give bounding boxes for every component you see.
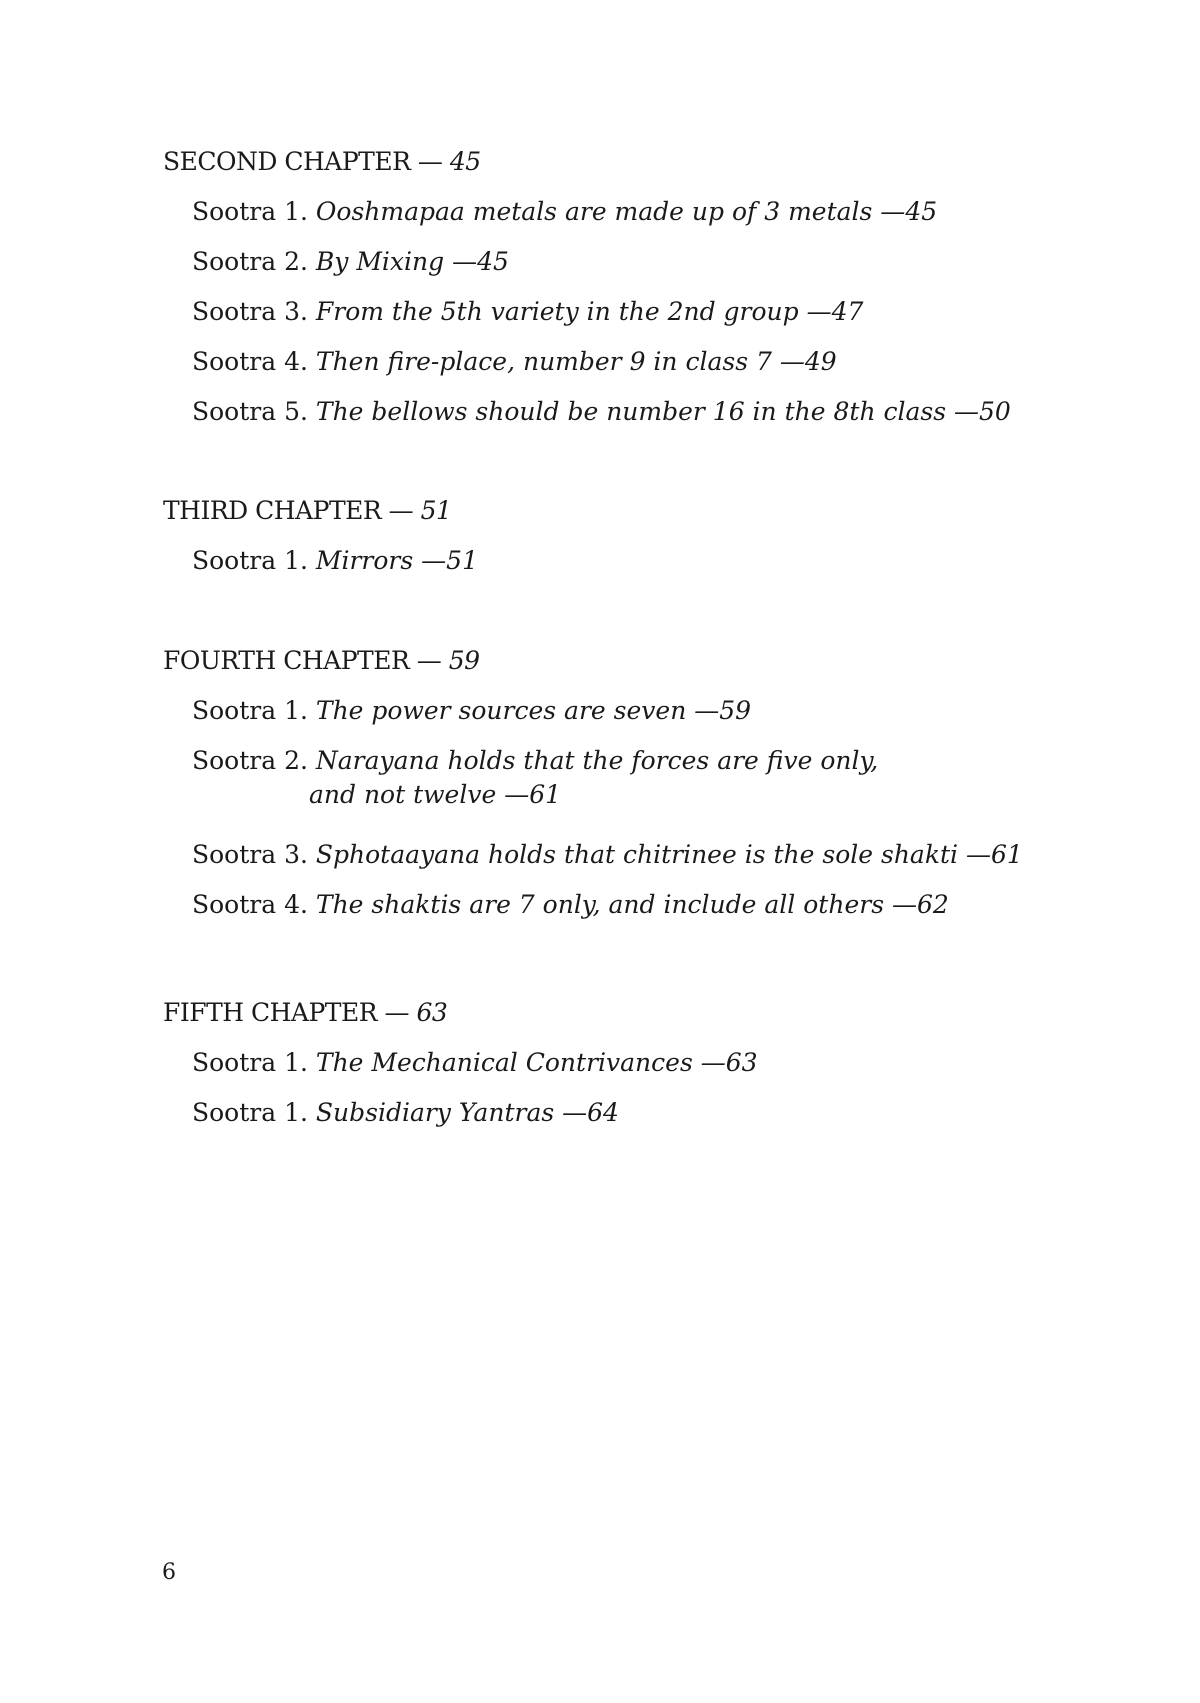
chapter-title: SECOND CHAPTER (163, 147, 411, 176)
footer-page-number: 6 (162, 1560, 176, 1585)
sootra-entry (192, 295, 1043, 329)
sootra-title (316, 247, 509, 276)
sootra-title-text: The Mechanical Contrivances (315, 1048, 693, 1077)
sootra-entry (192, 694, 1043, 728)
sootra-title-text: Sphotaayana holds that chitrinee is the sole shakti (315, 840, 959, 869)
sootra-title (316, 1048, 758, 1077)
chapter-title: THIRD CHAPTER (163, 496, 382, 525)
chapter-heading (163, 145, 1043, 179)
sootra-label: Sootra 1. (192, 1048, 308, 1077)
sootra-separator: — (884, 890, 917, 919)
sootra-label: Sootra 1. (192, 696, 308, 725)
sootra-list (163, 1046, 1043, 1130)
sootra-separator: — (798, 297, 832, 326)
chapter-separator: — (381, 496, 421, 525)
sootra-title-text: The shaktis are 7 only, and include all others (315, 890, 885, 919)
sootra-separator: — (692, 1048, 726, 1077)
sootra-title-text: The power sources are seven (315, 696, 687, 725)
sootra-list (163, 694, 1043, 922)
sootra-separator: — (958, 840, 991, 869)
sootra-entry (192, 345, 1043, 379)
chapter-title: FOURTH CHAPTER (163, 646, 410, 675)
sootra-label: Sootra 1. (192, 546, 308, 575)
sootra-label: Sootra 2. (192, 746, 308, 775)
chapter-heading (163, 494, 1043, 528)
sootra-title (316, 397, 1011, 426)
sootra-list (163, 544, 1043, 578)
sootra-separator: — (946, 397, 980, 426)
chapter-separator: — (410, 147, 450, 176)
sootra-title (316, 696, 751, 725)
sootra-page-number: 63 (725, 1048, 758, 1077)
sootra-page-number: 51 (446, 546, 478, 575)
sootra-label: Sootra 4. (192, 347, 308, 376)
sootra-title (192, 746, 1043, 812)
sootra-separator: — (686, 696, 720, 725)
sootra-page-number: 61 (529, 780, 562, 809)
sootra-title-text: Mirrors (315, 546, 414, 575)
sootra-separator: — (872, 197, 906, 226)
sootra-page-number: 47 (831, 297, 864, 326)
sootra-separator: — (444, 247, 478, 276)
sootra-entry (192, 838, 1043, 872)
sootra-title (316, 347, 837, 376)
sootra-title (316, 840, 1023, 869)
chapter-fourth (163, 644, 1043, 938)
sootra-title-continuation (192, 778, 1043, 812)
sootra-title (316, 546, 478, 575)
sootra-page-number: 59 (719, 696, 752, 725)
sootra-title-text: The bellows should be number 16 in the 8th class (315, 397, 947, 426)
sootra-page-number: 62 (916, 890, 949, 919)
chapter-page-number: 45 (449, 147, 481, 176)
sootra-page-number: 45 (905, 197, 938, 226)
sootra-page-number: 45 (477, 247, 509, 276)
sootra-title-text: Then fire-place, number 9 in class 7 (315, 347, 772, 376)
sootra-entry (192, 195, 1043, 229)
sootra-title-text: By Mixing (315, 247, 445, 276)
sootra-label: Sootra 4. (192, 890, 308, 919)
sootra-title-text-line2: and not twelve (309, 780, 497, 809)
sootra-page-number: 64 (587, 1098, 619, 1127)
chapter-page-number: 51 (420, 496, 452, 525)
sootra-label: Sootra 1. (192, 1098, 308, 1127)
sootra-label: Sootra 3. (192, 297, 308, 326)
chapter-heading (163, 644, 1043, 678)
sootra-page-number: 61 (990, 840, 1023, 869)
sootra-entry (192, 544, 1043, 578)
sootra-title-text: Subsidiary Yantras (315, 1098, 555, 1127)
sootra-separator: — (554, 1098, 588, 1127)
sootra-entry (192, 1096, 1043, 1130)
sootra-title-text: Narayana holds that the forces are five only, (315, 746, 879, 775)
sootra-title (316, 297, 864, 326)
chapter-separator: — (409, 646, 449, 675)
sootra-page-number: 50 (979, 397, 1011, 426)
chapter-second (163, 145, 1043, 445)
sootra-list (163, 195, 1043, 429)
sootra-title-text: From the 5th variety in the 2nd group (315, 297, 799, 326)
sootra-entry (192, 245, 1043, 279)
sootra-page-number: 49 (804, 347, 837, 376)
chapter-third (163, 494, 1043, 594)
sootra-label: Sootra 3. (192, 840, 308, 869)
sootra-entry (192, 1046, 1043, 1080)
sootra-separator: — (496, 780, 530, 809)
chapter-heading (163, 996, 1043, 1030)
sootra-label: Sootra 1. (192, 197, 308, 226)
chapter-title: FIFTH CHAPTER (163, 998, 378, 1027)
sootra-label: Sootra 5. (192, 397, 308, 426)
chapter-page-number: 59 (448, 646, 480, 675)
sootra-title (316, 1098, 619, 1127)
sootra-title (316, 197, 937, 226)
sootra-separator: — (413, 546, 447, 575)
sootra-entry (192, 744, 1043, 812)
chapter-separator: — (377, 998, 417, 1027)
sootra-label: Sootra 2. (192, 247, 308, 276)
sootra-separator: — (771, 347, 805, 376)
sootra-entry (192, 395, 1043, 429)
sootra-entry (192, 888, 1043, 922)
sootra-title-text: Ooshmapaa metals are made up of 3 metals (315, 197, 873, 226)
chapter-fifth (163, 996, 1043, 1146)
chapter-page-number: 63 (416, 998, 448, 1027)
sootra-title (316, 890, 949, 919)
